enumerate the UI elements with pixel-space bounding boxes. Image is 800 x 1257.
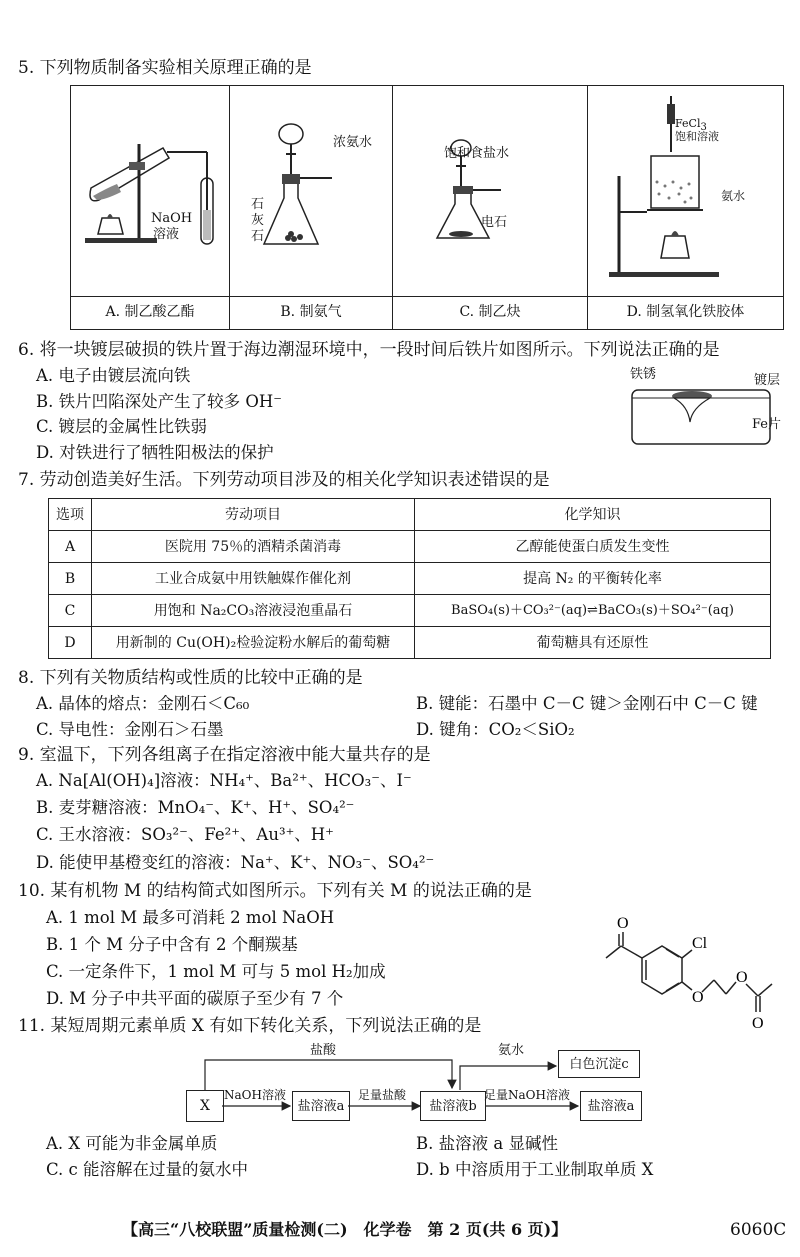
molecule-m-structure: [596, 912, 786, 1034]
q9-option-d: D. 能使甲基橙变红的溶液：Na⁺、K⁺、NO₃⁻、SO₄²⁻: [36, 853, 435, 872]
q11-option-a: A. X 可能为非金属单质: [46, 1134, 218, 1153]
atom-o-ether: O: [692, 989, 704, 1006]
q7-table: [48, 498, 771, 659]
q6-option-b: B. 铁片凹陷深处产生了较多 OH⁻: [36, 392, 282, 411]
table-row: [49, 627, 771, 659]
q7-row-d-knowledge: 葡萄糖具有还原性: [415, 627, 771, 659]
q7-row-c-option: C: [49, 595, 92, 627]
label-naoh: NaOH: [151, 211, 193, 226]
label-ammonia-water: 氨水: [721, 189, 746, 203]
label-brine: 饱和食盐水: [444, 146, 510, 161]
q6-option-c: C. 镀层的金属性比铁弱: [36, 417, 208, 436]
q5-figure-table: [70, 85, 784, 330]
q7-header-item: 劳动项目: [92, 499, 415, 531]
q5-caption-c: C. 制乙炔: [459, 304, 521, 320]
q7-row-a-item: 医院用 75％的酒精杀菌消毒: [92, 531, 415, 563]
arrow-label-ammonia: 氨水: [498, 1043, 525, 1058]
label-saturated-solution: 饱和溶液: [675, 130, 719, 143]
q7-row-c-item: 用饱和 Na₂CO₃溶液浸泡重晶石: [92, 595, 415, 627]
q10-option-b: B. 1 个 M 分子中含有 2 个酮羰基: [46, 935, 298, 954]
arrow-label-excess-hcl: 足量盐酸: [358, 1088, 407, 1102]
arrow-label-hcl: 盐酸: [310, 1043, 337, 1058]
q10-stem: 10. 某有机物 M 的结构简式如图所示。下列有关 M 的说法正确的是: [18, 881, 532, 901]
q7-row-d-option: D: [49, 627, 92, 659]
q5-stem: 5. 下列物质制备实验相关原理正确的是: [18, 58, 312, 78]
apparatus-b-ammonia: [246, 108, 376, 258]
q8-option-d: D. 键角：CO₂＜SiO₂: [416, 720, 575, 739]
box-salt-b: 盐溶液b: [420, 1091, 486, 1121]
q11-option-d: D. b 中溶质用于工业制取单质 X: [416, 1160, 654, 1179]
q11-option-b: B. 盐溶液 a 显碱性: [416, 1134, 558, 1153]
table-row: [49, 531, 771, 563]
label-fecl3: FeCl$_3$: [675, 117, 707, 134]
label-fe-sheet: Fe片: [752, 417, 782, 432]
q8-stem: 8. 下列有关物质结构或性质的比较中正确的是: [18, 668, 363, 688]
q8-option-b: B. 键能：石墨中 C－C 键＞金刚石中 C－C 键: [416, 694, 758, 713]
q5-caption-a: A. 制乙酸乙酯: [105, 304, 195, 320]
arrow-label-naoh: NaOH溶液: [224, 1088, 286, 1102]
atom-o-ester: O: [736, 969, 748, 986]
q9-option-b: B. 麦芽糖溶液：MnO₄⁻、K⁺、H⁺、SO₄²⁻: [36, 798, 355, 817]
q7-row-a-option: A: [49, 531, 92, 563]
table-row: [49, 595, 771, 627]
label-lime-1: 石: [251, 197, 265, 212]
label-solution: 溶液: [153, 227, 180, 242]
q7-header-option: 选项: [49, 499, 92, 531]
box-x: X: [186, 1090, 224, 1122]
q11-stem: 11. 某短周期元素单质 X 有如下转化关系，下列说法正确的是: [18, 1016, 482, 1036]
footer-code: 6060C: [730, 1220, 787, 1240]
box-salt-a-2: 盐溶液a: [580, 1091, 642, 1121]
label-coating: 镀层: [754, 373, 781, 388]
apparatus-a-ester: [77, 126, 227, 251]
atom-o-carbonyl: O: [752, 1015, 764, 1032]
label-lime-3: 石: [251, 229, 265, 244]
arrow-label-excess-naoh: 足量NaOH溶液: [484, 1088, 570, 1102]
label-carbide: 电石: [481, 215, 508, 230]
q7-row-b-knowledge: 提高 N₂ 的平衡转化率: [415, 563, 771, 595]
q6-stem: 6. 将一块镀层破损的铁片置于海边潮湿环境中，一段时间后铁片如图所示。下列说法正确的是: [18, 340, 720, 360]
q10-option-d: D. M 分子中共平面的碳原子至少有 7 个: [46, 989, 344, 1008]
q6-option-a: A. 电子由镀层流向铁: [36, 366, 191, 385]
q7-header-knowledge: 化学知识: [415, 499, 771, 531]
q11-option-c: C. c 能溶解在过量的氨水中: [46, 1160, 249, 1179]
q9-stem: 9. 室温下，下列各组离子在指定溶液中能大量共存的是: [18, 745, 431, 765]
iron-sheet-diagram: [630, 382, 775, 448]
q5-caption-b: B. 制氨气: [280, 304, 342, 320]
q7-row-b-item: 工业合成氨中用铁触媒作催化剂: [92, 563, 415, 595]
label-rust: 铁锈: [630, 367, 657, 382]
atom-cl: Cl: [692, 935, 708, 952]
q7-row-d-item: 用新制的 Cu(OH)₂检验淀粉水解后的葡萄糖: [92, 627, 415, 659]
label-conc-ammonia: 浓氨水: [333, 135, 373, 150]
q10-option-c: C. 一定条件下，1 mol M 可与 5 mol H₂加成: [46, 962, 386, 981]
q7-row-c-knowledge: BaSO₄(s)＋CO₃²⁻(aq)⇌BaCO₃(s)＋SO₄²⁻(aq): [415, 595, 771, 627]
q5-caption-d: D. 制氢氧化铁胶体: [626, 304, 745, 320]
q7-row-b-option: B: [49, 563, 92, 595]
footer-title: 【高三“八校联盟”质量检测(二) 化学卷 第 2 页(共 6 页)】: [122, 1220, 568, 1239]
label-lime-2: 灰: [251, 213, 265, 228]
box-salt-a: 盐溶液a: [292, 1091, 350, 1121]
q8-option-a: A. 晶体的熔点：金刚石＜C₆₀: [36, 694, 250, 713]
box-precipitate-c: 白色沉淀c: [558, 1050, 640, 1078]
q7-stem: 7. 劳动创造美好生活。下列劳动项目涉及的相关化学知识表述错误的是: [18, 470, 550, 490]
atom-o-ketone: O: [617, 915, 629, 932]
q9-option-c: C. 王水溶液：SO₃²⁻、Fe²⁺、Au³⁺、H⁺: [36, 825, 334, 844]
q8-option-c: C. 导电性：金刚石＞石墨: [36, 720, 224, 739]
q10-option-a: A. 1 mol M 最多可消耗 2 mol NaOH: [46, 908, 335, 927]
q6-option-d: D. 对铁进行了牺牲阳极法的保护: [36, 443, 274, 462]
q9-option-a: A. Na[Al(OH)₄]溶液：NH₄⁺、Ba²⁺、HCO₃⁻、I⁻: [36, 771, 412, 790]
q7-row-a-knowledge: 乙醇能使蛋白质发生变性: [415, 531, 771, 563]
table-row: [49, 563, 771, 595]
